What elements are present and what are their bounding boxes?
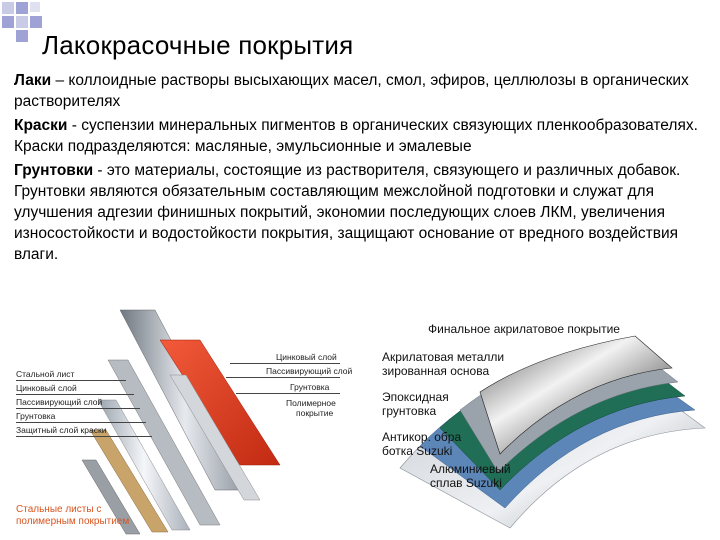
- label-acrylic-metallized-base: Акрилатовая металли зированная основа: [382, 350, 505, 378]
- leader-line: [230, 363, 340, 364]
- paragraph-primers: [14, 160, 714, 265]
- desc-primers: - это материалы, состоящие из растворителя, связующего и различных добавок. Грунтовки являются обязательным составляющим межслойной подготовки и служат для улучшения адгезии финишных покрытий, экономии последующих слоев ЛКМ, увеличения износостойкости и водостойкости покрытия, защищают основание от вредного воздействия влаги.: [14, 162, 681, 263]
- label-passivating-layer-right: Пассивирующий слой: [266, 366, 353, 376]
- caption-line-1: Стальные листы с: [16, 504, 102, 515]
- paragraph-lacquers: [14, 70, 714, 112]
- label-zinc-layer-left: Цинковый слой: [16, 383, 77, 393]
- body-text: [14, 70, 714, 268]
- label-protective-paint: Защитный слой краски: [16, 425, 107, 435]
- label-primer-right: Грунтовка: [290, 382, 330, 392]
- term-lacquers: Лаки: [14, 72, 52, 89]
- paragraph-paints: [14, 115, 714, 157]
- leader-line: [16, 394, 134, 395]
- label-polymer-coating-line1: Полимерное: [286, 398, 336, 408]
- label-primer-left: Грунтовка: [16, 411, 56, 421]
- label-aluminium-alloy: Алюминиевый сплав Suzuki: [430, 462, 511, 490]
- leader-line: [226, 377, 340, 378]
- leader-line: [16, 380, 126, 381]
- label-final-acrylic-coating: Финальное акрилатовое покрытие: [428, 322, 620, 336]
- label-polymer-coating-line2: покрытие: [296, 408, 334, 418]
- leader-line: [16, 436, 152, 437]
- label-epoxy-primer: Эпоксидная грунтовка: [382, 390, 449, 418]
- figure-caption: [16, 504, 129, 528]
- leader-line: [16, 422, 146, 423]
- leader-line: [16, 408, 140, 409]
- term-primers: Грунтовки: [14, 162, 94, 179]
- desc-lacquers: – коллоидные растворы высыхающих масел, смол, эфиров, целлюлозы в органических растворителях: [14, 72, 689, 110]
- label-zinc-layer-right: Цинковый слой: [276, 352, 337, 362]
- page-title: Лакокрасочные покрытия: [42, 30, 354, 60]
- label-anticorrosion-treatment: Антикор. обра ботка Suzuki: [382, 430, 462, 458]
- desc-paints: - суспензии минеральных пигментов в органических связующих пленкообразователях. Краски подразделяются: масляные, эмульсионные и эмалевые: [14, 117, 698, 155]
- label-steel-sheet: Стальной лист: [16, 369, 75, 379]
- term-paints: Краски: [14, 117, 68, 134]
- label-passivating-layer-left: Пассивирующий слой: [16, 397, 103, 407]
- leader-line: [236, 393, 340, 394]
- caption-line-2: полимерным покрытием: [16, 516, 130, 527]
